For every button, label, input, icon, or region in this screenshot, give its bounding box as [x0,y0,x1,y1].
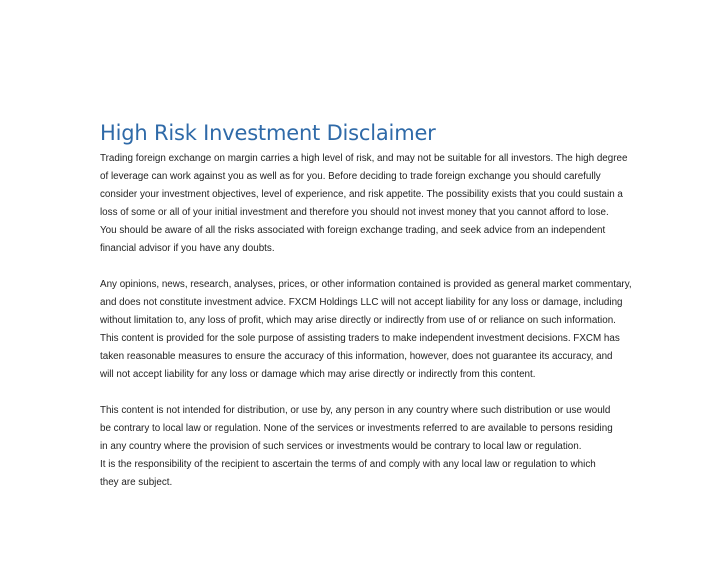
paragraph-line: This content is provided for the sole purpose of assisting traders to make independent investment decisions. FXCM has [100,333,620,344]
paragraph-line: This content is not intended for distribution, or use by, any person in any country where such distribution or use would [100,405,611,416]
paragraph-spacer [100,384,680,402]
paragraph-line: loss of some or all of your initial investment and therefore you should not invest money that you cannot afford to lose. [100,207,609,218]
paragraph-line: Trading foreign exchange on margin carries a high level of risk, and may not be suitable for all investors. The high degree [100,153,628,164]
paragraph-line: consider your investment objectives, level of experience, and risk appetite. The possibility exists that you could sustain a [100,189,623,200]
disclaimer-content [100,118,680,492]
paragraph-spacer [100,258,680,276]
paragraph-line: taken reasonable measures to ensure the accuracy of this information, however, does not guarantee its accuracy, and [100,351,613,362]
paragraph-line: Any opinions, news, research, analyses, prices, or other information contained is provided as general market commentary, [100,279,632,290]
paragraph-line: be contrary to local law or regulation. None of the services or investments referred to are available to persons residing [100,423,613,434]
paragraph-line: and does not constitute investment advice. FXCM Holdings LLC will not accept liability for any loss or damage, including [100,297,623,308]
paragraph-line: of leverage can work against you as well as for you. Before deciding to trade foreign exchange you should carefully [100,171,601,182]
distribution-paragraph [100,402,680,492]
page-title: High Risk Investment Disclaimer [100,121,436,145]
paragraph-line: will not accept liability for any loss or damage which may arise directly or indirectly from this content. [100,369,536,380]
paragraph-line: in any country where the provision of such services or investments would be contrary to local law or regulation. [100,441,582,452]
paragraph-line: You should be aware of all the risks associated with foreign exchange trading, and seek advice from an independent [100,225,606,236]
paragraph-line: without limitation to, any loss of profit, which may arise directly or indirectly from use of or reliance on such information. [100,315,616,326]
paragraph-line: financial advisor if you have any doubts. [100,243,275,254]
paragraph-line: It is the responsibility of the recipient to ascertain the terms of and comply with any local law or regulation to which [100,459,596,470]
paragraph-line: they are subject. [100,477,173,488]
risk-paragraph [100,150,680,258]
liability-paragraph [100,276,680,384]
